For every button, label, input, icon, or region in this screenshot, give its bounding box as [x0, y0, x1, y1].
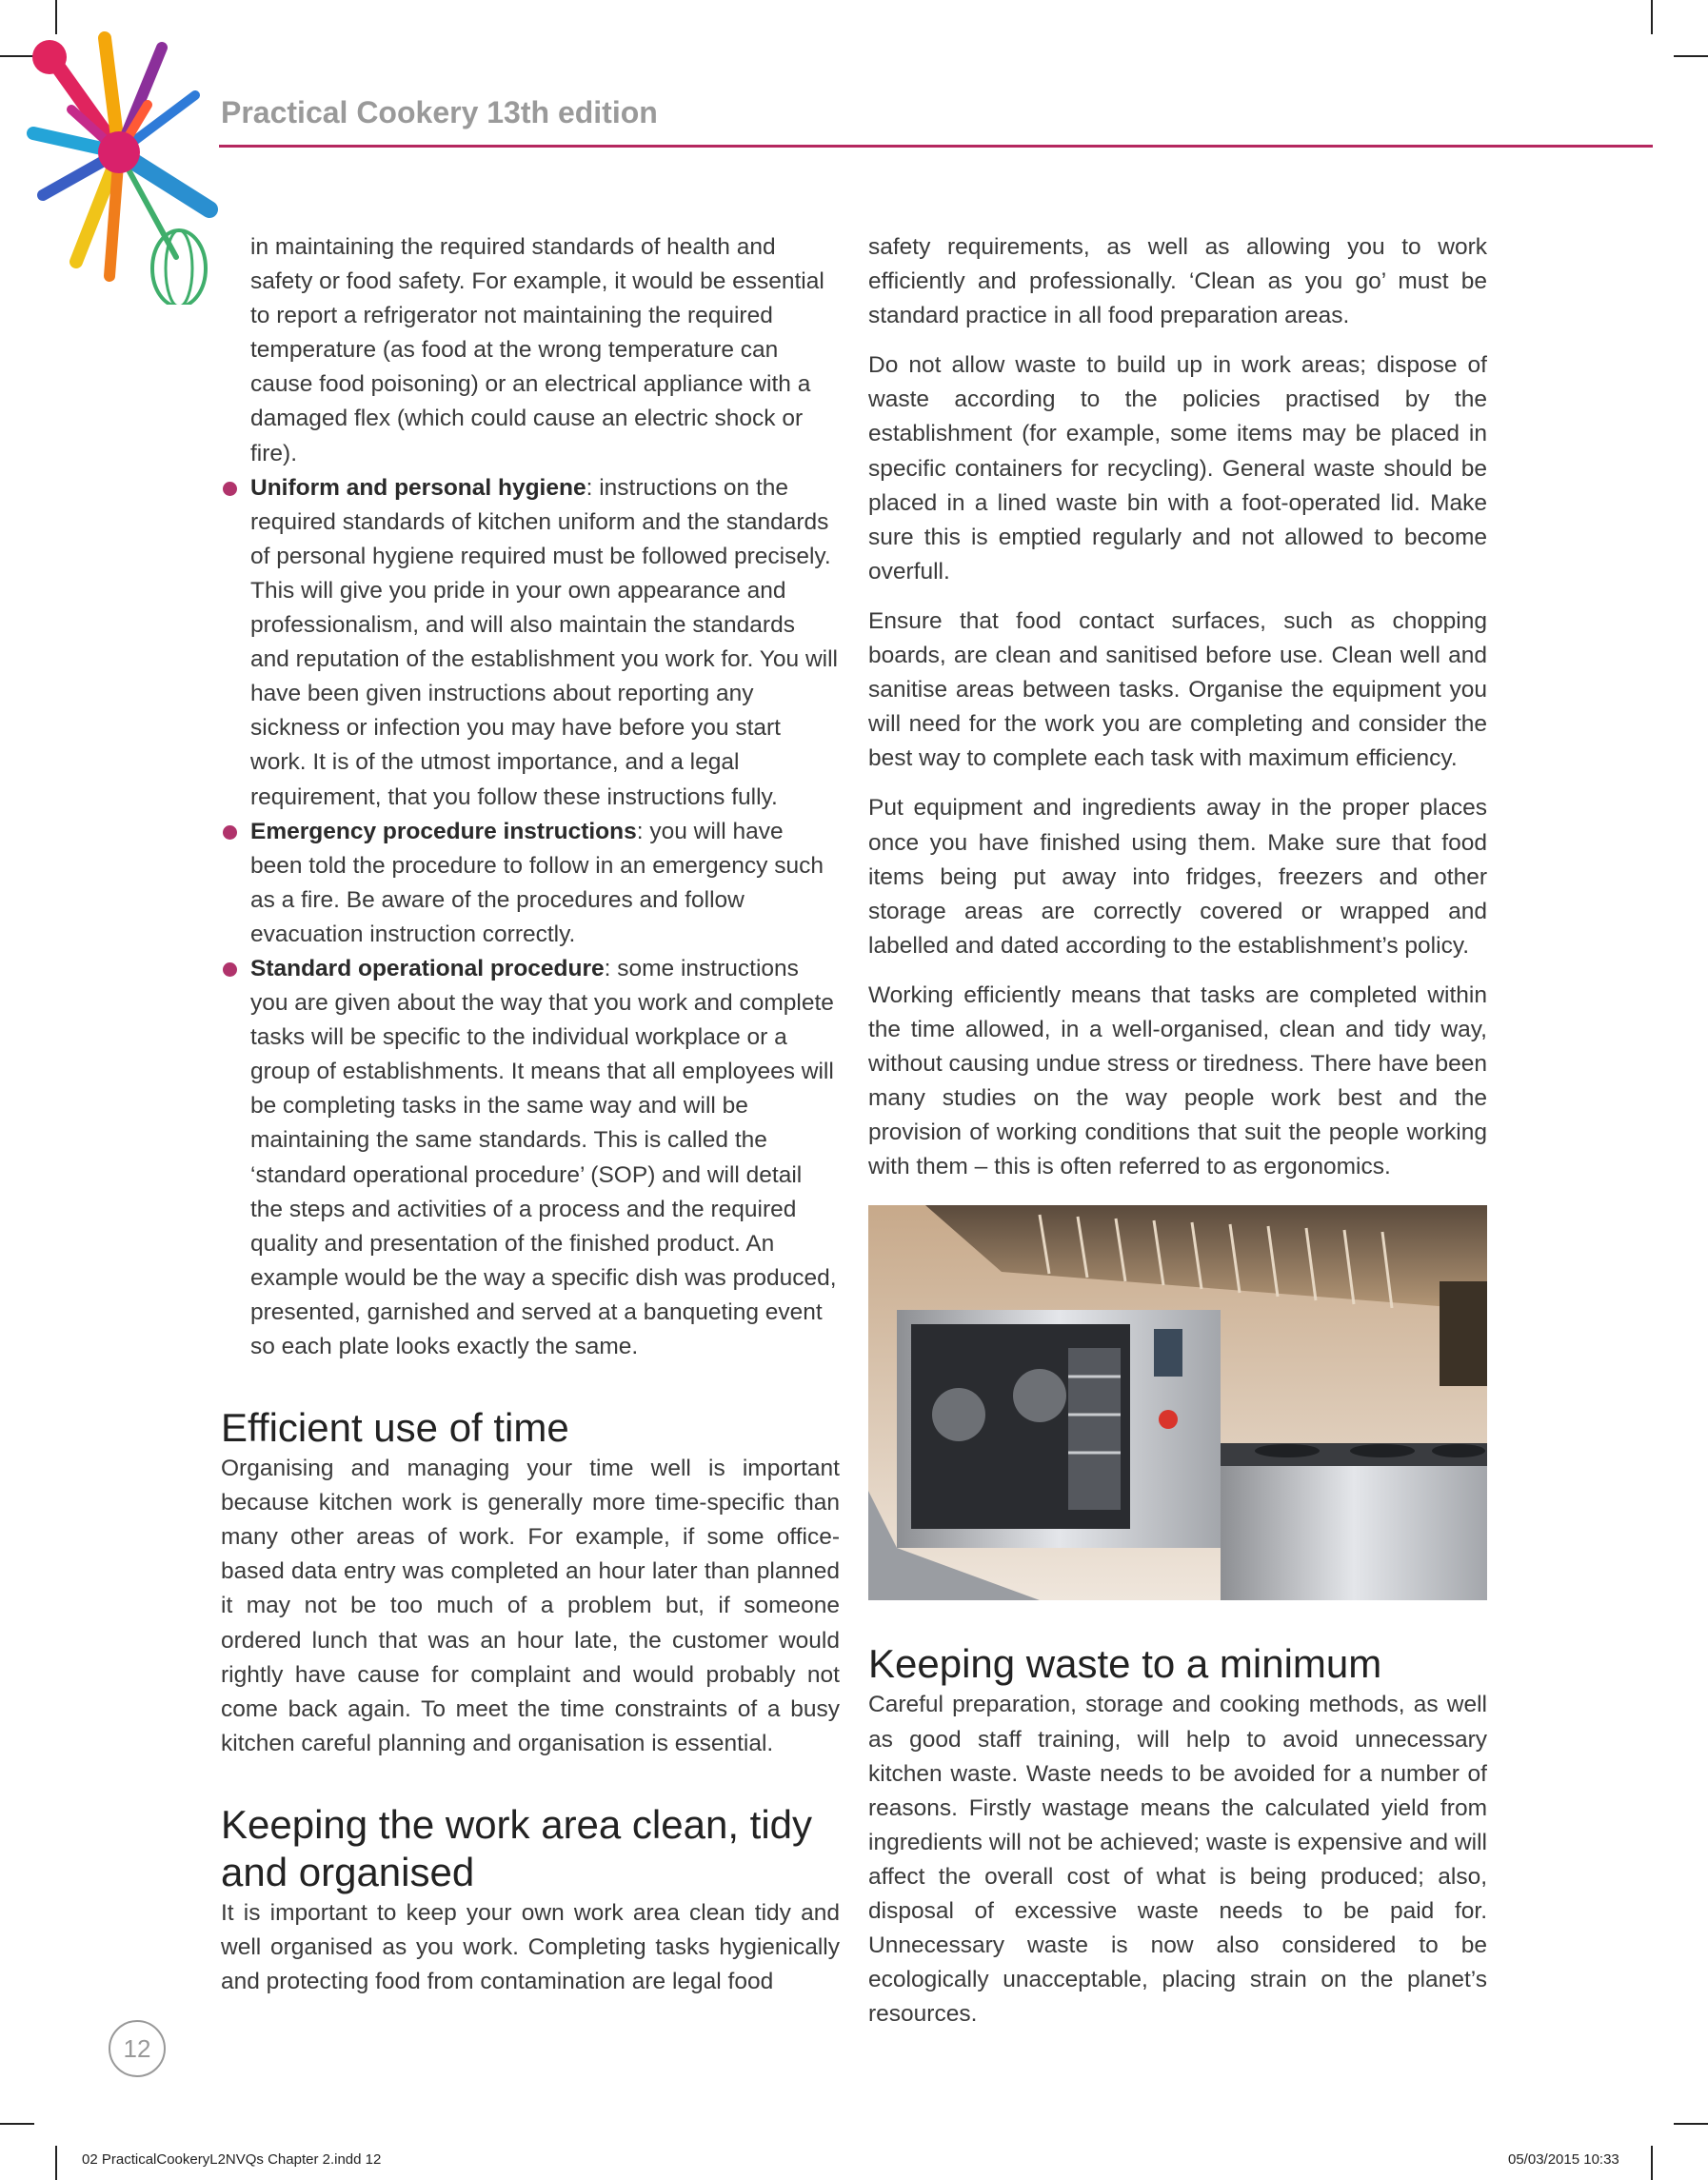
footer-timestamp: 05/03/2015 10:33 [1508, 2151, 1619, 2168]
body-paragraph: Ensure that food contact surfaces, such as chopping boards, are clean and sanitised before use. Clean well and sanitise areas between tasks. Organise the equipment you will need for the work you are completing and consider the best way to complete each task with maximum efficiency. [868, 607, 1487, 772]
body-paragraph: Organising and managing your time well is important because kitchen work is generally more time-specific than many other areas of work. For example, if some office-based data entry was completed an hour later than planned it may not be too much of a problem but, if someone ordered lunch that was an hour late, the customer would rightly have cause for complaint and would probably not come back again. To meet the time constraints of a busy kitchen careful planning and organisation is essential. [221, 1456, 840, 1756]
crop-mark [1651, 0, 1653, 34]
list-item [221, 815, 840, 952]
bullet-term: Standard operational procedure [250, 955, 605, 981]
body-paragraph: It is important to keep your own work area clean tidy and well organised as you work. Completing tasks hygienically and protecting food from contamination are legal food [221, 1899, 840, 1995]
crop-mark [1674, 55, 1708, 57]
crop-mark [1651, 2146, 1653, 2180]
running-header-title: Practical Cookery 13th edition [221, 95, 658, 129]
bullet-term: Emergency procedure instructions [250, 818, 637, 844]
bullet-dot-icon [223, 825, 237, 840]
bullet-dot-icon [223, 962, 237, 977]
crop-mark [1674, 2123, 1708, 2125]
section-heading: Efficient use of time [221, 1405, 569, 1451]
list-item [221, 471, 840, 815]
section-heading: Keeping the work area clean, tidy and organised [221, 1801, 813, 1894]
body-paragraph: Careful preparation, storage and cooking methods, as well as good staff training, will help to avoid unnecessary kitchen waste. Waste needs to be avoided for a number of reasons. Firstly wastage means the calculated yield from ingredients will not be achieved; waste is expensive and will affect the overall cost of what is being produced; also, disposal of excessive waste needs to be paid for. Unnecessary waste is now also considered to be ecologically unacceptable, placing strain on the planet’s resources. [868, 1692, 1487, 2028]
crop-mark [0, 2123, 34, 2125]
section-heading: Keeping waste to a minimum [868, 1641, 1382, 1687]
bullet-term: Uniform and personal hygiene [250, 474, 586, 501]
page-number: 12 [109, 2020, 166, 2077]
footer-file-info: 02 PracticalCookeryL2NVQs Chapter 2.indd 12 [82, 2151, 382, 2168]
bullet-text: : some instructions you are given about the way that you work and complete tasks will be specific to the individual workplace or a group of establishments. It means that all employees will be completing tasks in the same way and will be maintaining the same standards. This is called the ‘standard operational procedure’ (SOP) and will detail the steps and activities of a process and the required quality and presentation of the finished product. An example would be the way a specific dish was produced, presented, garnished and served at a banqueting event so each plate looks exactly the same. [250, 955, 837, 1359]
body-paragraph: safety requirements, as well as allowing you to work efficiently and professionally. ‘Clean as you go’ must be standard practice in all food preparation areas. [868, 234, 1487, 329]
left-column [221, 230, 840, 1999]
crop-mark [55, 2146, 57, 2180]
bullet-text: : instructions on the required standards of kitchen uniform and the standards of personal hygiene required must be followed precisely. This will give you pride in your own appearance and professionalism, and will also maintain the standards and reputation of the establishment you work for. You will have been given instructions about reporting any sickness or infection you may have before you start work. It is of the utmost importance, and a legal requirement, that you follow these instructions fully. [250, 474, 838, 810]
bullet-dot-icon [223, 482, 237, 496]
body-paragraph: Put equipment and ingredients away in the proper places once you have finished using them. Make sure that food items being put away into fridges, freezers and other storage areas are correctly covered or wrapped and labelled and dated according to the establishment’s policy. [868, 795, 1487, 959]
right-column [868, 230, 1487, 2031]
body-paragraph: Working efficiently means that tasks are completed within the time allowed, in a well-organised, clean and tidy way, without causing undue stress or tiredness. There have been many studies on the way people work best and the provision of working conditions that suit the people working with them – this is often referred to as ergonomics. [868, 981, 1487, 1180]
bullet-text: : you will have been told the procedure to follow in an emergency such as a fire. Be aware of the procedures and follow evacuation instruction correctly. [250, 818, 824, 947]
kitchen-equipment-photo [868, 1205, 1487, 1600]
header-rule [219, 145, 1653, 148]
body-paragraph: Do not allow waste to build up in work areas; dispose of waste according to the policies practised by the establishment (for example, some items may be placed in specific containers for recycling). General waste should be placed in a lined waste bin with a foot-operated lid. Make sure this is emptied regularly and not allowed to become overfull. [868, 352, 1487, 585]
utensil-burst-icon [19, 19, 238, 305]
intro-paragraph: in maintaining the required standards of health and safety or food safety. For example, it would be essential to report a refrigerator not maintaining the required temperature (as food at the wrong temperature can cause food poisoning) or an electrical appliance with a damaged flex (which could cause an electric shock or fire). [250, 234, 824, 466]
list-item [221, 952, 840, 1364]
